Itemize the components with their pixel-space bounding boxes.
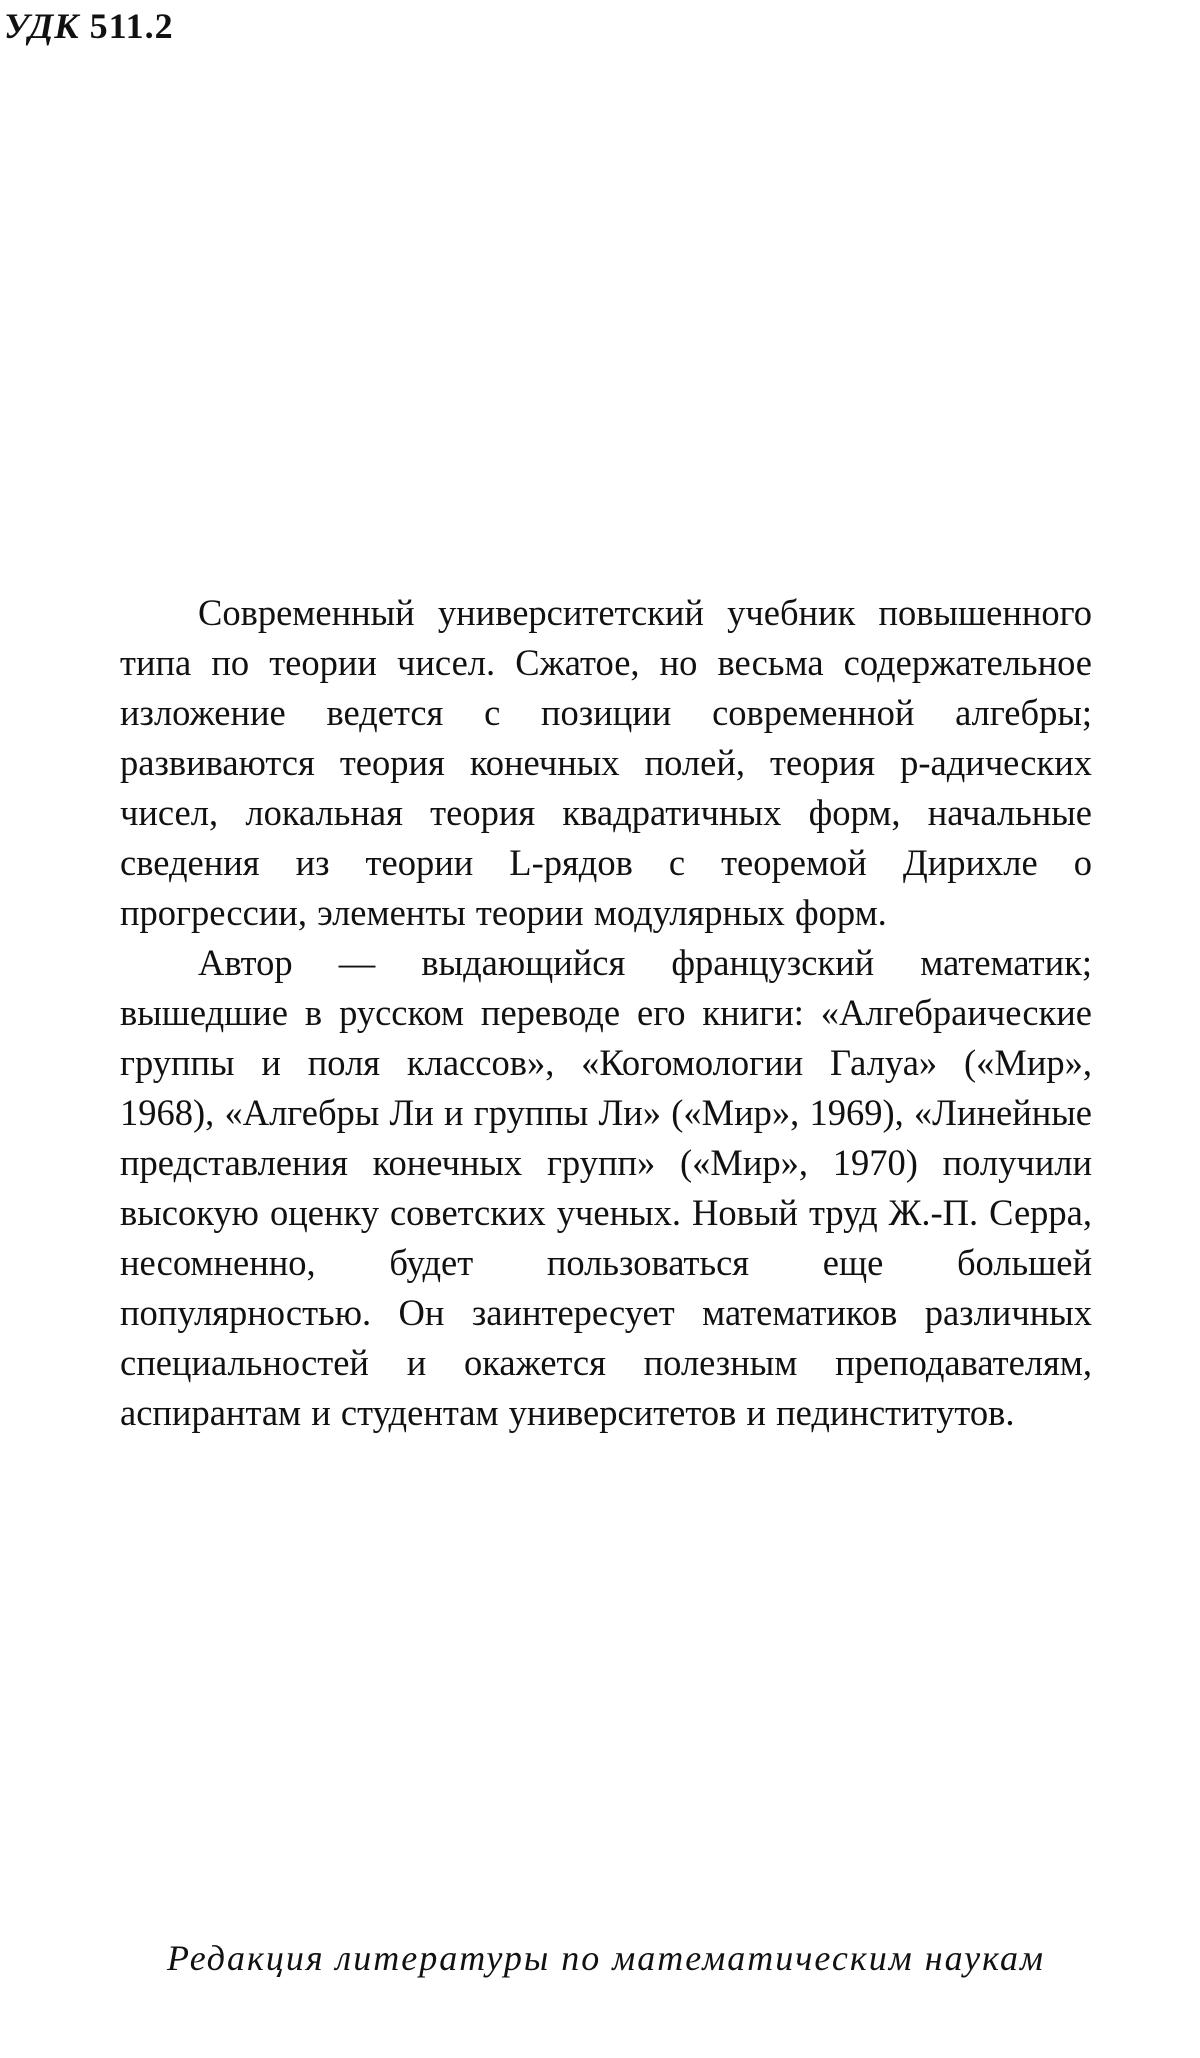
editorial-office-line: Редакция литературы по математическим наукам xyxy=(167,1938,1045,1978)
annotation-paragraph-2: Автор — выдающийся французский математик; вышедшие в русском переводе его книги: «Алгебраические группы и поля классов», «Когомологии Галуа» («Мир», 1968), «Алгебры Ли и группы Ли» («Мир», 1969), «Линейные представления конечных групп» («Мир», 1970) получили высокую оценку советских ученых. Новый труд Ж.-П. Серра, несомненно, будет пользоваться еще большей популярностью. Он заинтересует математиков различных специальностей и окажется полезным преподавателям, аспирантам и студентам университетов и пединститутов. xyxy=(120,942,1092,1433)
udk-label: УДК xyxy=(4,6,80,46)
annotation-paragraph-1: Современный университетский учебник повышенного типа по теории чисел. Сжатое, но весьма содержательное изложение ведется с позиции современной алгебры; развиваются теория конечных полей, теория p-адических чисел, локальная теория квадратичных форм, начальные сведения из теории L-рядов с теоремой Дирихле о прогрессии, элементы теории модулярных форм. xyxy=(120,592,1092,933)
udk-classification xyxy=(4,6,174,46)
book-annotation xyxy=(120,588,1092,1438)
udk-number: 511.2 xyxy=(89,6,174,46)
